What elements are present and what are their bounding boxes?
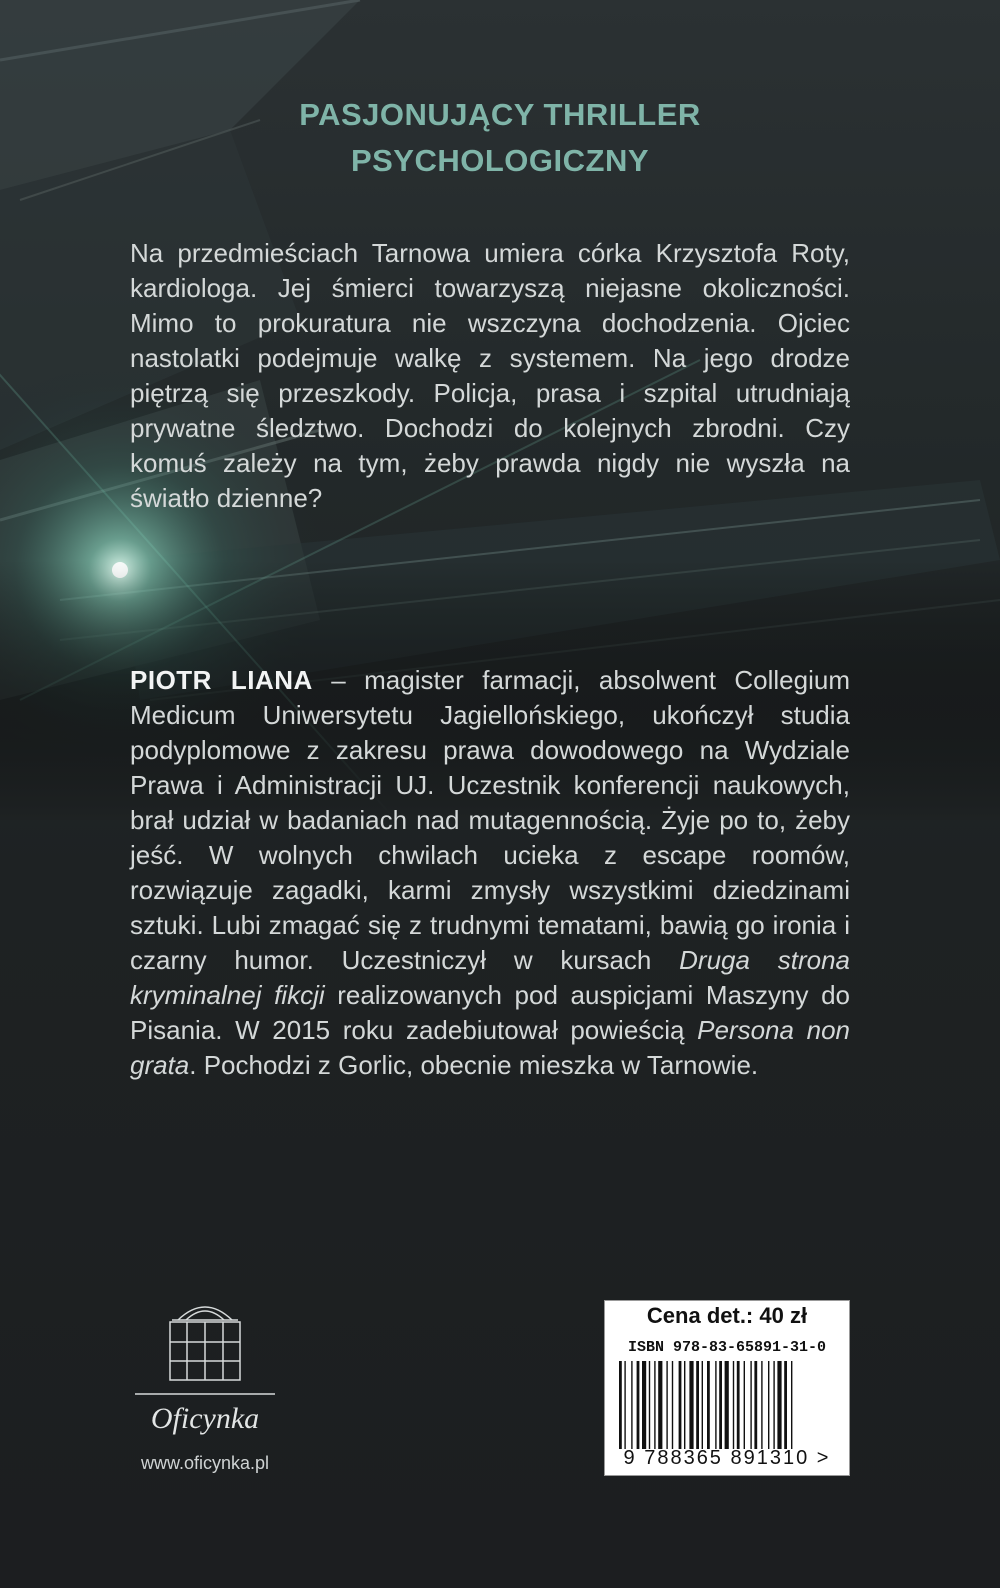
barcode-bar: [773, 1361, 774, 1449]
headline-line-2: PSYCHOLOGICZNY: [350, 143, 650, 178]
bio-text-3: . Pochodzi z Gorlic, obecnie mieszka w Tarnowie.: [189, 1050, 759, 1080]
barcode-bar: [672, 1361, 673, 1449]
publisher-logo: [130, 1290, 280, 1470]
barcode-bar: [768, 1361, 769, 1449]
barcode-bar: [642, 1361, 646, 1449]
barcode-bar: [733, 1361, 734, 1449]
author-bio-paragraph: [130, 663, 850, 1083]
barcode-bar: [750, 1361, 751, 1449]
publisher-name: Oficynka: [150, 1402, 260, 1435]
barcode-bar: [784, 1361, 787, 1449]
headline-line-1: PASJONUJĄCY THRILLER: [299, 97, 701, 132]
price-value: 40 zł: [759, 1303, 808, 1328]
barcode-bar: [684, 1361, 685, 1449]
publisher-url: www.oficynka.pl: [140, 1453, 270, 1473]
barcode-bar: [719, 1361, 722, 1449]
barcode-bar: [631, 1361, 632, 1449]
blurb-paragraph: Na przedmieściach Tarnowa umiera córka Krzysztofa Roty, kardiologa. Jej śmierci towarzyszą niejasne okoliczności. Mimo to prokuratura nie wszczyna dochodzenia. Ojciec nastolatki podejmuje walkę z systemem. Na jego drodze piętrzą się przeszkody. Policja, prasa i szpital utrudniają prywatne śledztwo. Dochodzi do kolejnych zbrodni. Czy komuś zależy na tym, żeby prawda nigdy nie wyszła na światło dzienne?: [130, 238, 850, 513]
barcode-bar: [715, 1361, 716, 1449]
barcode-bar: [707, 1361, 710, 1449]
bio-text-1: – magister farmacji, absolwent Collegium Medicum Uniwersytetu Jagiellońskiego, ukończył studia podyplomowe z zakresu prawa dowodowego na Wydziale Prawa i Administracji UJ. Uczestnik konferencji naukowych, brał udział w badaniach nad mutagennością. Żyje po to, żeby jeść. W wolnych chwilach ucieka z escape roomów, rozwiązuje zagadki, karmi zmysły wszystkimi dziedzinami sztuki. Lubi zmagać się z trudnymi tematami, bawią go ironia i czarny humor. Uczestniczył w kursach: [130, 665, 850, 975]
debut-title: Persona non grata: [130, 1015, 850, 1080]
barcode-bar: [696, 1361, 699, 1449]
price-line: [605, 1303, 849, 1329]
barcode-bar: [666, 1361, 667, 1449]
barcode-bar: [679, 1361, 682, 1449]
barcode-bar: [702, 1361, 703, 1449]
barcode-bar: [777, 1361, 781, 1449]
barcode-bar: [761, 1361, 762, 1449]
course-title: Druga strona kryminalnej fikcji: [130, 945, 850, 1010]
price-label: Cena det.:: [646, 1303, 754, 1328]
author-name: PIOTR LIANA: [130, 665, 313, 695]
barcode-bar: [754, 1361, 757, 1449]
barcode-bar: [689, 1361, 693, 1449]
bio-text-2: realizowanych pod auspicjami Maszyny do Pisania. W 2015 roku zadebiutował powieścią: [130, 980, 850, 1045]
barcode-bar: [619, 1361, 622, 1449]
barcode-bar: [637, 1361, 640, 1449]
barcode-bar: [624, 1361, 625, 1449]
barcode-bar: [737, 1361, 740, 1449]
barcode-bar: [791, 1361, 792, 1449]
barcode-bar: [658, 1361, 662, 1449]
barcode-digits: 9 788365 891310 >: [623, 1447, 831, 1469]
barcode: [615, 1361, 839, 1449]
barcode-bar: [744, 1361, 745, 1449]
price-barcode-label: [604, 1300, 850, 1476]
barcode-bar: [654, 1361, 655, 1449]
isbn-text: ISBN 978-83-65891-31-0: [627, 1339, 827, 1356]
barcode-bar: [725, 1361, 729, 1449]
barcode-bar: [649, 1361, 650, 1449]
